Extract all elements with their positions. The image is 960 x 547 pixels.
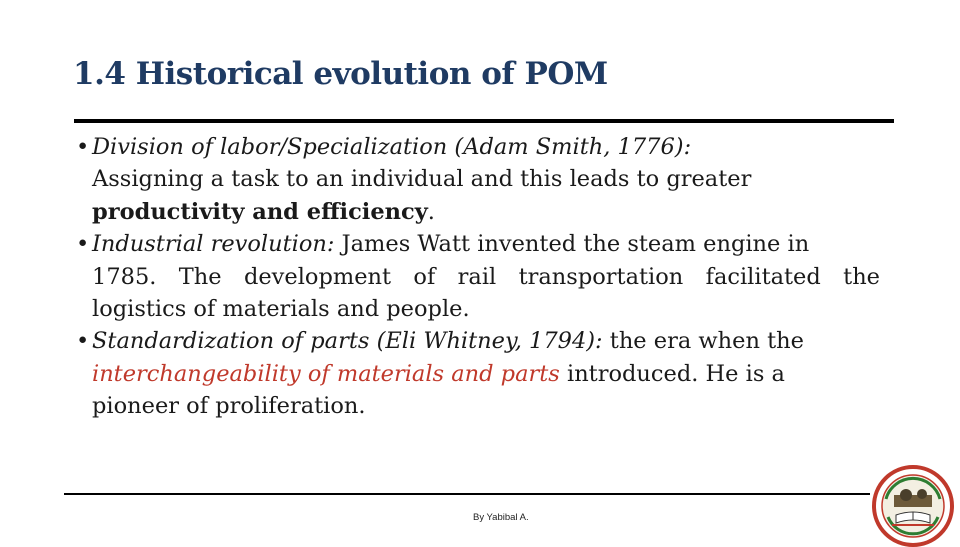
bullet-text: the era when the bbox=[602, 328, 804, 355]
slide-title: 1.4 Historical evolution of POM bbox=[73, 56, 608, 92]
bullet-text-line bbox=[92, 196, 880, 228]
bullet-text-line bbox=[92, 228, 880, 260]
bullet-heading: Division of labor/Specialization (Adam Smith, 1776): bbox=[92, 134, 692, 160]
bullet-industrial-revolution bbox=[76, 228, 880, 325]
bullet-standardization bbox=[76, 325, 880, 422]
bullet-text: Assigning a task to an individual and this leads to greater bbox=[92, 166, 752, 193]
bullet-marker: • bbox=[76, 328, 90, 355]
footer-divider bbox=[64, 493, 870, 495]
bullet-text: logistics of materials and people. bbox=[92, 296, 470, 323]
university-seal-logo bbox=[872, 465, 954, 547]
highlight-phrase: interchangeability of materials and parts bbox=[92, 360, 560, 387]
bullet-text: . bbox=[427, 198, 435, 225]
bullet-text-line bbox=[92, 358, 880, 390]
bullet-text: introduced. He is a bbox=[559, 360, 785, 387]
bullet-text: pioneer of proliferation. bbox=[92, 393, 366, 420]
bullet-text: James Watt invented the steam engine in bbox=[334, 231, 810, 258]
bullet-heading: Industrial revolution: bbox=[92, 231, 335, 258]
bullet-division-of-labor bbox=[76, 131, 880, 228]
bullet-text-line bbox=[92, 325, 880, 357]
bullet-list bbox=[76, 131, 880, 423]
bullet-text: 1785. The development of rail transportation facilitated the bbox=[92, 263, 880, 290]
footer-author: By Yabibal A. bbox=[473, 512, 529, 523]
title-divider bbox=[74, 119, 894, 123]
bullet-marker: • bbox=[76, 231, 90, 258]
bullet-marker: • bbox=[76, 134, 90, 160]
bullet-heading: Standardization of parts (Eli Whitney, 1794): bbox=[92, 328, 603, 355]
bold-phrase: productivity and efficiency bbox=[92, 198, 428, 225]
